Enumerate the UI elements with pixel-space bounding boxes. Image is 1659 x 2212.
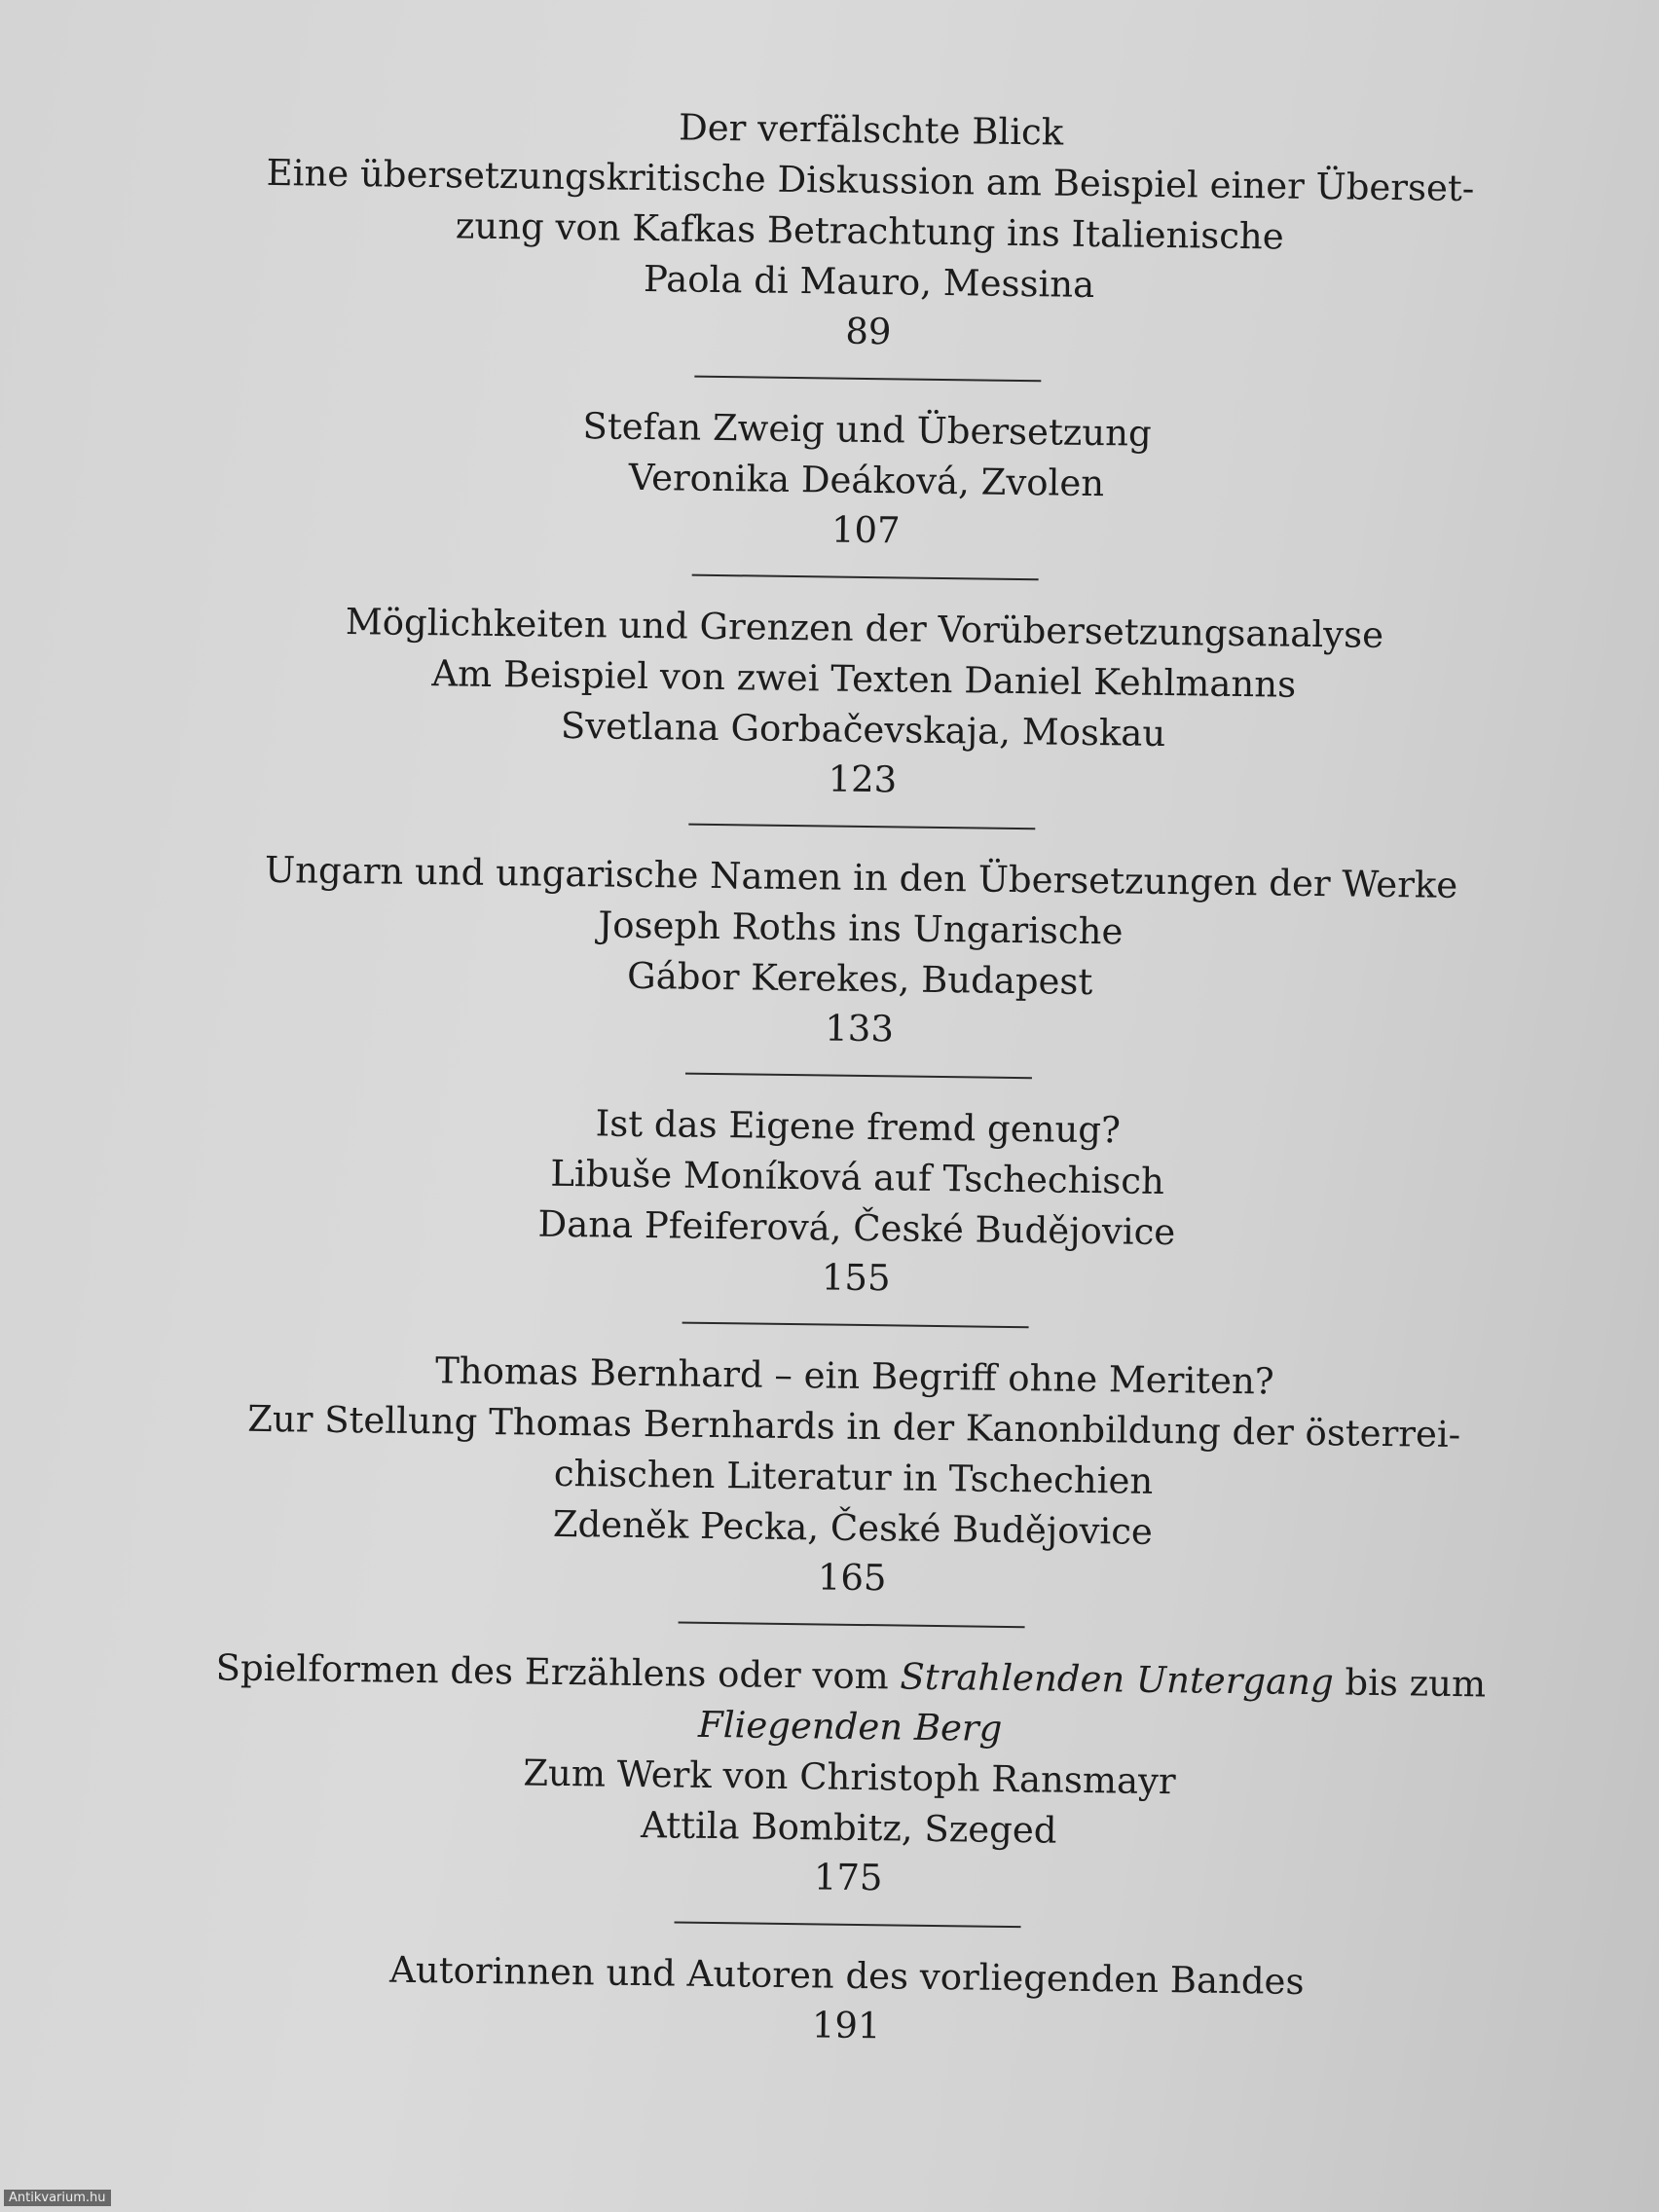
separator-rule xyxy=(685,1073,1032,1080)
separator-rule xyxy=(675,1922,1021,1929)
toc-entry xyxy=(182,96,1558,365)
entry-subtitle: chischen Literatur in Tschechien xyxy=(553,1452,1154,1502)
separator-rule xyxy=(682,1322,1029,1329)
entry-author: Paola di Mauro, Messina xyxy=(643,257,1095,307)
separator-rule xyxy=(679,1622,1025,1629)
entry-author: Gábor Kerekes, Budapest xyxy=(626,954,1093,1004)
entry-title-text: bis zum xyxy=(1333,1661,1487,1706)
separator-rule xyxy=(694,376,1041,383)
entry-title-italic: Strahlenden Untergang xyxy=(900,1655,1334,1704)
entry-author: Dana Pfeiferová, České Budějovice xyxy=(537,1202,1176,1254)
toc-entry xyxy=(176,595,1552,813)
entry-author: Svetlana Gorbačevskaja, Moskau xyxy=(560,704,1166,756)
entry-author: Veronika Deáková, Zvolen xyxy=(628,456,1105,505)
entry-subtitle: Libuše Moníková auf Tschechisch xyxy=(550,1152,1165,1203)
entry-subtitle: zung von Kafkas Betrachtung ins Italienische xyxy=(455,204,1284,258)
watermark-logo: Antikvarium.hu xyxy=(4,2190,111,2206)
entry-title: Autorinnen und Autoren des vorliegenden Bandes xyxy=(388,1948,1305,2003)
entry-title: Ist das Eigene fremd genug? xyxy=(595,1102,1122,1152)
entry-title: Ungarn und ungarische Namen in den Übersetzungen der Werke xyxy=(264,848,1458,906)
entry-subtitle: Zur Stellung Thomas Bernhards in der Kanonbildung der österrei- xyxy=(246,1397,1461,1456)
entry-title: Stefan Zweig und Übersetzung xyxy=(582,405,1152,455)
entry-page-number: 133 xyxy=(824,1007,895,1051)
toc-entry xyxy=(179,396,1554,564)
entry-title: Möglichkeiten und Grenzen der Vorübersetzungsanalyse xyxy=(345,600,1384,656)
entry-page-number: 165 xyxy=(817,1556,887,1600)
entry-page-number: 89 xyxy=(845,310,892,353)
entry-author: Zdeněk Pecka, České Budějovice xyxy=(552,1502,1154,1553)
entry-subtitle: Am Beispiel von zwei Texten Daniel Kehlmanns xyxy=(431,652,1297,706)
separator-rule xyxy=(692,574,1039,581)
toc-entry xyxy=(172,844,1548,1062)
separator-rule xyxy=(688,824,1035,830)
entry-page-number: 155 xyxy=(821,1256,891,1300)
toc-entry xyxy=(169,1093,1545,1311)
table-of-contents xyxy=(160,96,1558,2059)
toc-entry xyxy=(160,1942,1533,2059)
entry-title-text: Spielformen des Erzählens oder vom xyxy=(215,1646,901,1698)
entry-page-number: 107 xyxy=(830,508,901,552)
entry-title: Der verfälschte Blick xyxy=(678,106,1064,154)
entry-page-number: 123 xyxy=(828,757,898,801)
entry-author: Attila Bombitz, Szeged xyxy=(640,1804,1057,1852)
entry-page-number: 191 xyxy=(811,2004,881,2047)
entry-page-number: 175 xyxy=(813,1856,883,1899)
toc-entry xyxy=(162,1642,1537,1911)
entry-title: Thomas Bernhard – ein Begriff ohne Meriten? xyxy=(434,1349,1274,1403)
entry-title-continued: Joseph Roths ins Ungarische xyxy=(598,903,1124,953)
entry-subtitle: Eine übersetzungskritische Diskussion am Beispiel einer Überset- xyxy=(266,151,1475,210)
toc-entry xyxy=(166,1343,1541,1611)
entry-title-italic: Fliegenden Berg xyxy=(697,1703,1003,1750)
entry-subtitle: Zum Werk von Christoph Ransmayr xyxy=(523,1751,1176,1803)
